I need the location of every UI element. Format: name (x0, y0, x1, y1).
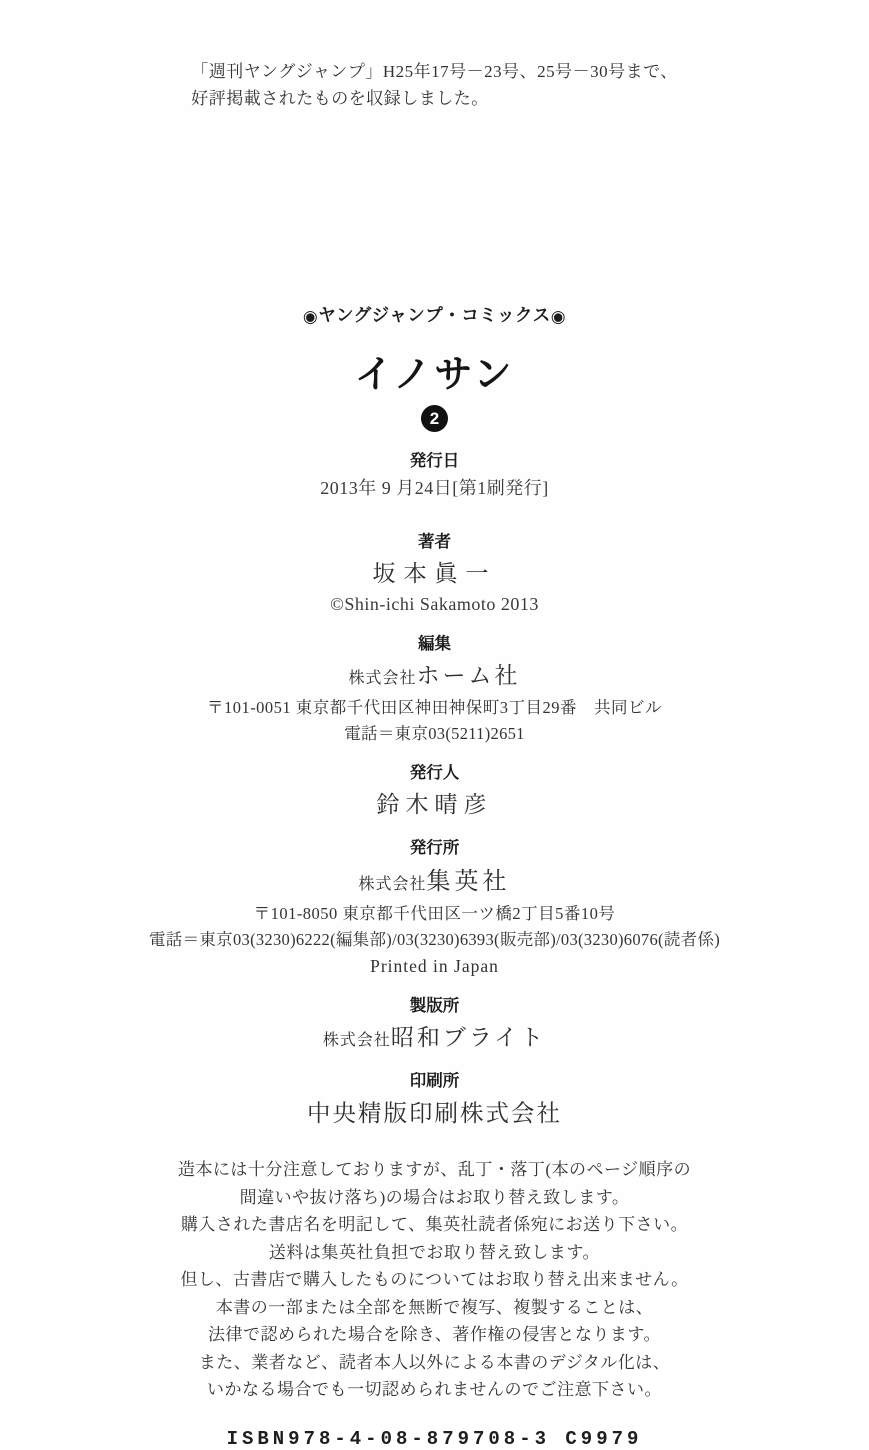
copyright-notice: ©Shin-ichi Sakamoto 2013 (330, 594, 539, 614)
editing-phone: 電話＝東京03(5211)2651 (344, 724, 525, 743)
section-author (0, 528, 869, 615)
plate-making-company-prefix: 株式会社 (322, 1032, 391, 1049)
legal-notice-line: 間違いや抜け落ち)の場合はお取り替え致します。 (239, 1187, 630, 1207)
legal-notice-line: 送料は集英社負担でお取り替え致します。 (268, 1242, 601, 1262)
issuer-label: 発行人 (409, 764, 460, 782)
legal-notice-line: 法律で認められた場合を除き、著作権の侵害となります。 (208, 1325, 661, 1344)
legal-notice-line: 但し、古書店で購入したものについてはお取り替え出来ません。 (180, 1270, 689, 1289)
printing-company-name: 中央精版印刷株式会社 (307, 1101, 562, 1127)
publisher-company-name: 集英社 (426, 869, 511, 895)
plate-making-label: 製版所 (409, 997, 460, 1015)
publisher-company-prefix: 株式会社 (358, 876, 427, 893)
legal-notice (0, 1156, 869, 1404)
author-label: 著者 (418, 533, 451, 551)
author-name: 坂本眞一 (372, 561, 497, 586)
publication-date-value: 2013年 9 月24日[第1刷発行] (320, 478, 549, 498)
book-title: イノサン (354, 354, 515, 396)
bullseye-icon: ◉ (302, 306, 319, 326)
section-editing (0, 630, 869, 744)
series-label (0, 302, 869, 327)
publisher-label: 発行所 (409, 839, 460, 857)
section-publisher (0, 834, 869, 977)
isbn-code: ISBN978-4-08-879708-3 C9979 (226, 1427, 643, 1450)
legal-notice-line: 造本には十分注意しておりますが、乱丁・落丁(本のページ順序の (177, 1160, 692, 1179)
series-label-text: ヤングジャンプ・コミックス (318, 305, 551, 325)
section-publication-date (0, 447, 869, 500)
legal-notice-line: また、業者など、読者本人以外による本書のデジタル化は、 (198, 1352, 671, 1372)
editing-address: 〒101-0051 東京都千代田区神田神保町3丁目29番 共同ビル (206, 698, 663, 717)
plate-making-company (0, 1019, 869, 1052)
serialization-note-line2: 好評掲載されたものを収録しました。 (191, 89, 489, 108)
issuer-name: 鈴木晴彦 (376, 792, 493, 817)
publisher-phone: 電話＝東京03(3230)6222(編集部)/03(3230)6393(販売部)/03(3230)6076(読者係) (148, 930, 720, 949)
bullseye-icon: ◉ (550, 306, 567, 326)
editing-label: 編集 (418, 635, 451, 653)
volume-badge: 2 (421, 405, 448, 432)
editing-company (0, 657, 869, 690)
section-issuer (0, 759, 869, 819)
serialization-note-line1: 「週刊ヤングジャンプ」H25年17号－23号、25号－30号まで、 (191, 62, 678, 81)
serialization-note (191, 58, 678, 112)
publisher-company (0, 861, 869, 896)
printed-in-japan: Printed in Japan (370, 956, 499, 976)
plate-making-company-name: 昭和ブライト (390, 1025, 547, 1050)
editing-company-prefix: 株式会社 (348, 670, 417, 687)
printing-label: 印刷所 (409, 1072, 460, 1090)
editing-company-name: ホーム社 (416, 663, 521, 688)
legal-notice-line: いかなる場合でも一切認められませんのでご注意下さい。 (207, 1380, 662, 1399)
publisher-address: 〒101-8050 東京都千代田区一ツ橋2丁目5番10号 (253, 904, 616, 923)
legal-notice-line: 購入された書店名を明記して、集英社読者係宛にお送り下さい。 (180, 1215, 689, 1234)
publication-date-label: 発行日 (409, 452, 460, 470)
section-plate-making (0, 992, 869, 1052)
legal-notice-line: 本書の一部または全部を無断で複写、複製することは、 (215, 1297, 654, 1317)
section-printing (0, 1067, 869, 1128)
